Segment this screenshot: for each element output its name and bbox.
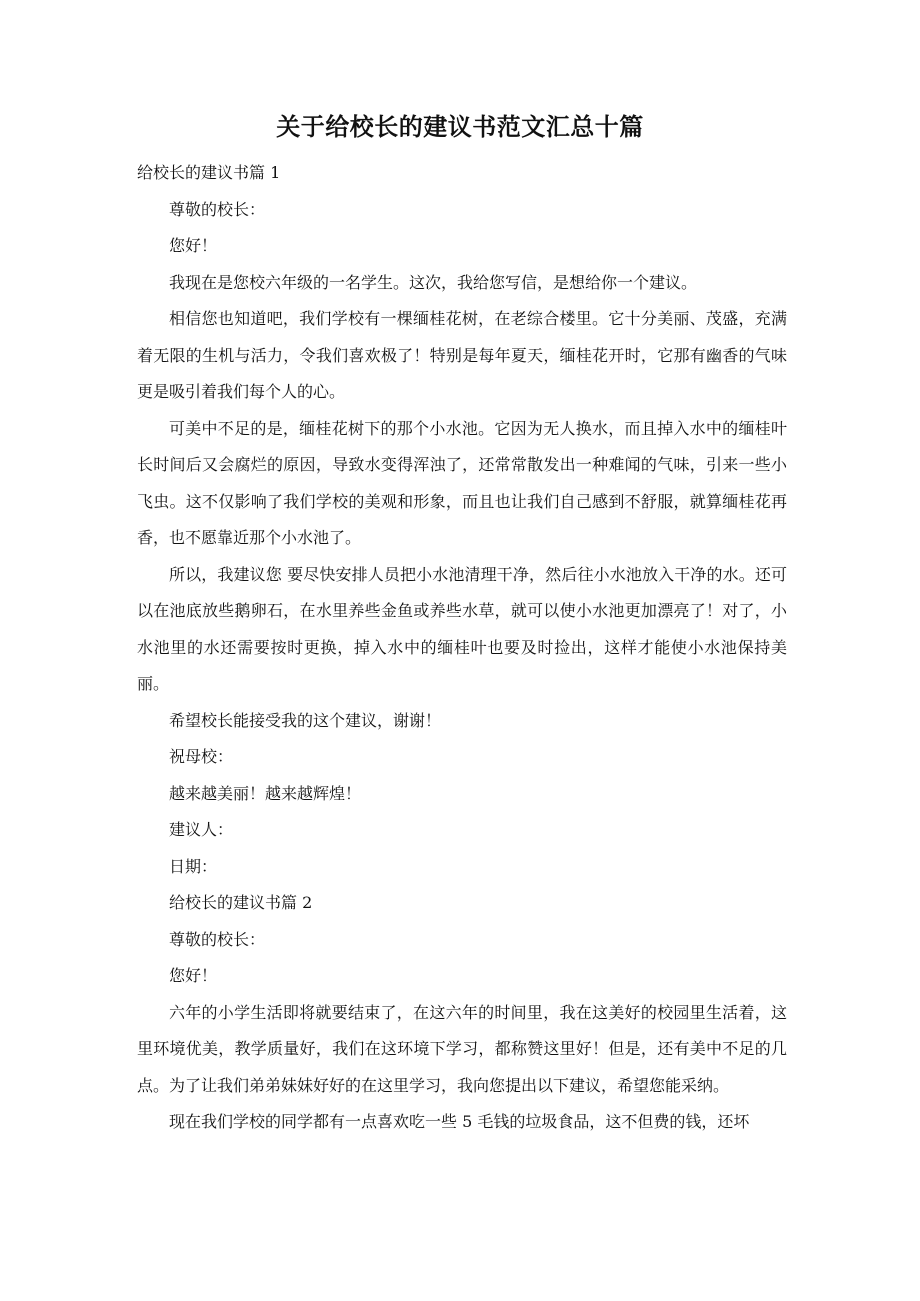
date-label: 日期： [169, 856, 218, 876]
paragraph: 我现在是您校六年级的一名学生。这次，我给您写信，是想给你一个建议。 [169, 272, 698, 292]
section-heading: 给校长的建议书篇 2 [169, 893, 313, 912]
greeting: 您好！ [169, 966, 218, 985]
closing-wish-text: 越来越美丽！越来越辉煌！ [169, 783, 362, 803]
paragraph: 可美中不足的是，缅桂花树下的那个小水池。它因为无人换水，而且掉入水中的缅桂叶长时间后又会腐烂的原因，导致水变得浑浊了，还常常散发出一种难闻的气味，引来一些小飞虫。这不仅影响了我们学校的美观和形象，而且也让我们自己感到不舒服，就算缅桂花再香，也不愿靠近那个小水池了。 [137, 418, 787, 547]
paragraph: 现在我们学校的同学都有一点喜欢吃一些 5 毛钱的垃圾食品，这不但费的钱，还坏 [169, 1112, 750, 1131]
signature-label: 建议人： [169, 820, 234, 839]
salutation: 尊敬的校长： [169, 199, 266, 219]
paragraph: 相信您也知道吧，我们学校有一棵缅桂花树，在老综合楼里。它十分美丽、茂盛，充满着无限的生机与活力，令我们喜欢极了！特别是每年夏天，缅桂花开时，它那有幽香的气味更是吸引着我们每个人的心。 [137, 309, 787, 401]
document-body [137, 155, 787, 1141]
paragraph: 所以，我建议您 要尽快安排人员把小水池清理干净，然后往小水池放入干净的水。还可以在池底放些鹅卵石，在水里养些金鱼或养些水草，就可以使小水池更加漂亮了！对了，小水池里的水还需要按时更换，掉入水中的缅桂叶也要及时捡出，这样才能使小水池保持美丽。 [137, 564, 787, 693]
closing-wish: 祝母校： [169, 747, 234, 766]
section-heading: 给校长的建议书篇 1 [137, 163, 281, 182]
greeting: 您好！ [169, 236, 218, 255]
paragraph: 六年的小学生活即将就要结束了，在这六年的时间里，我在这美好的校园里生活着，这里环境优美，教学质量好，我们在这环境下学习，都称赞这里好！但是，还有美中不足的几点。为了让我们弟弟妹妹好好的在这里学习，我向您提出以下建议，希望您能采纳。 [137, 1002, 787, 1095]
salutation: 尊敬的校长： [169, 929, 266, 949]
document-title: 关于给校长的建议书范文汇总十篇 [276, 113, 644, 141]
paragraph: 希望校长能接受我的这个建议，谢谢！ [169, 710, 442, 730]
